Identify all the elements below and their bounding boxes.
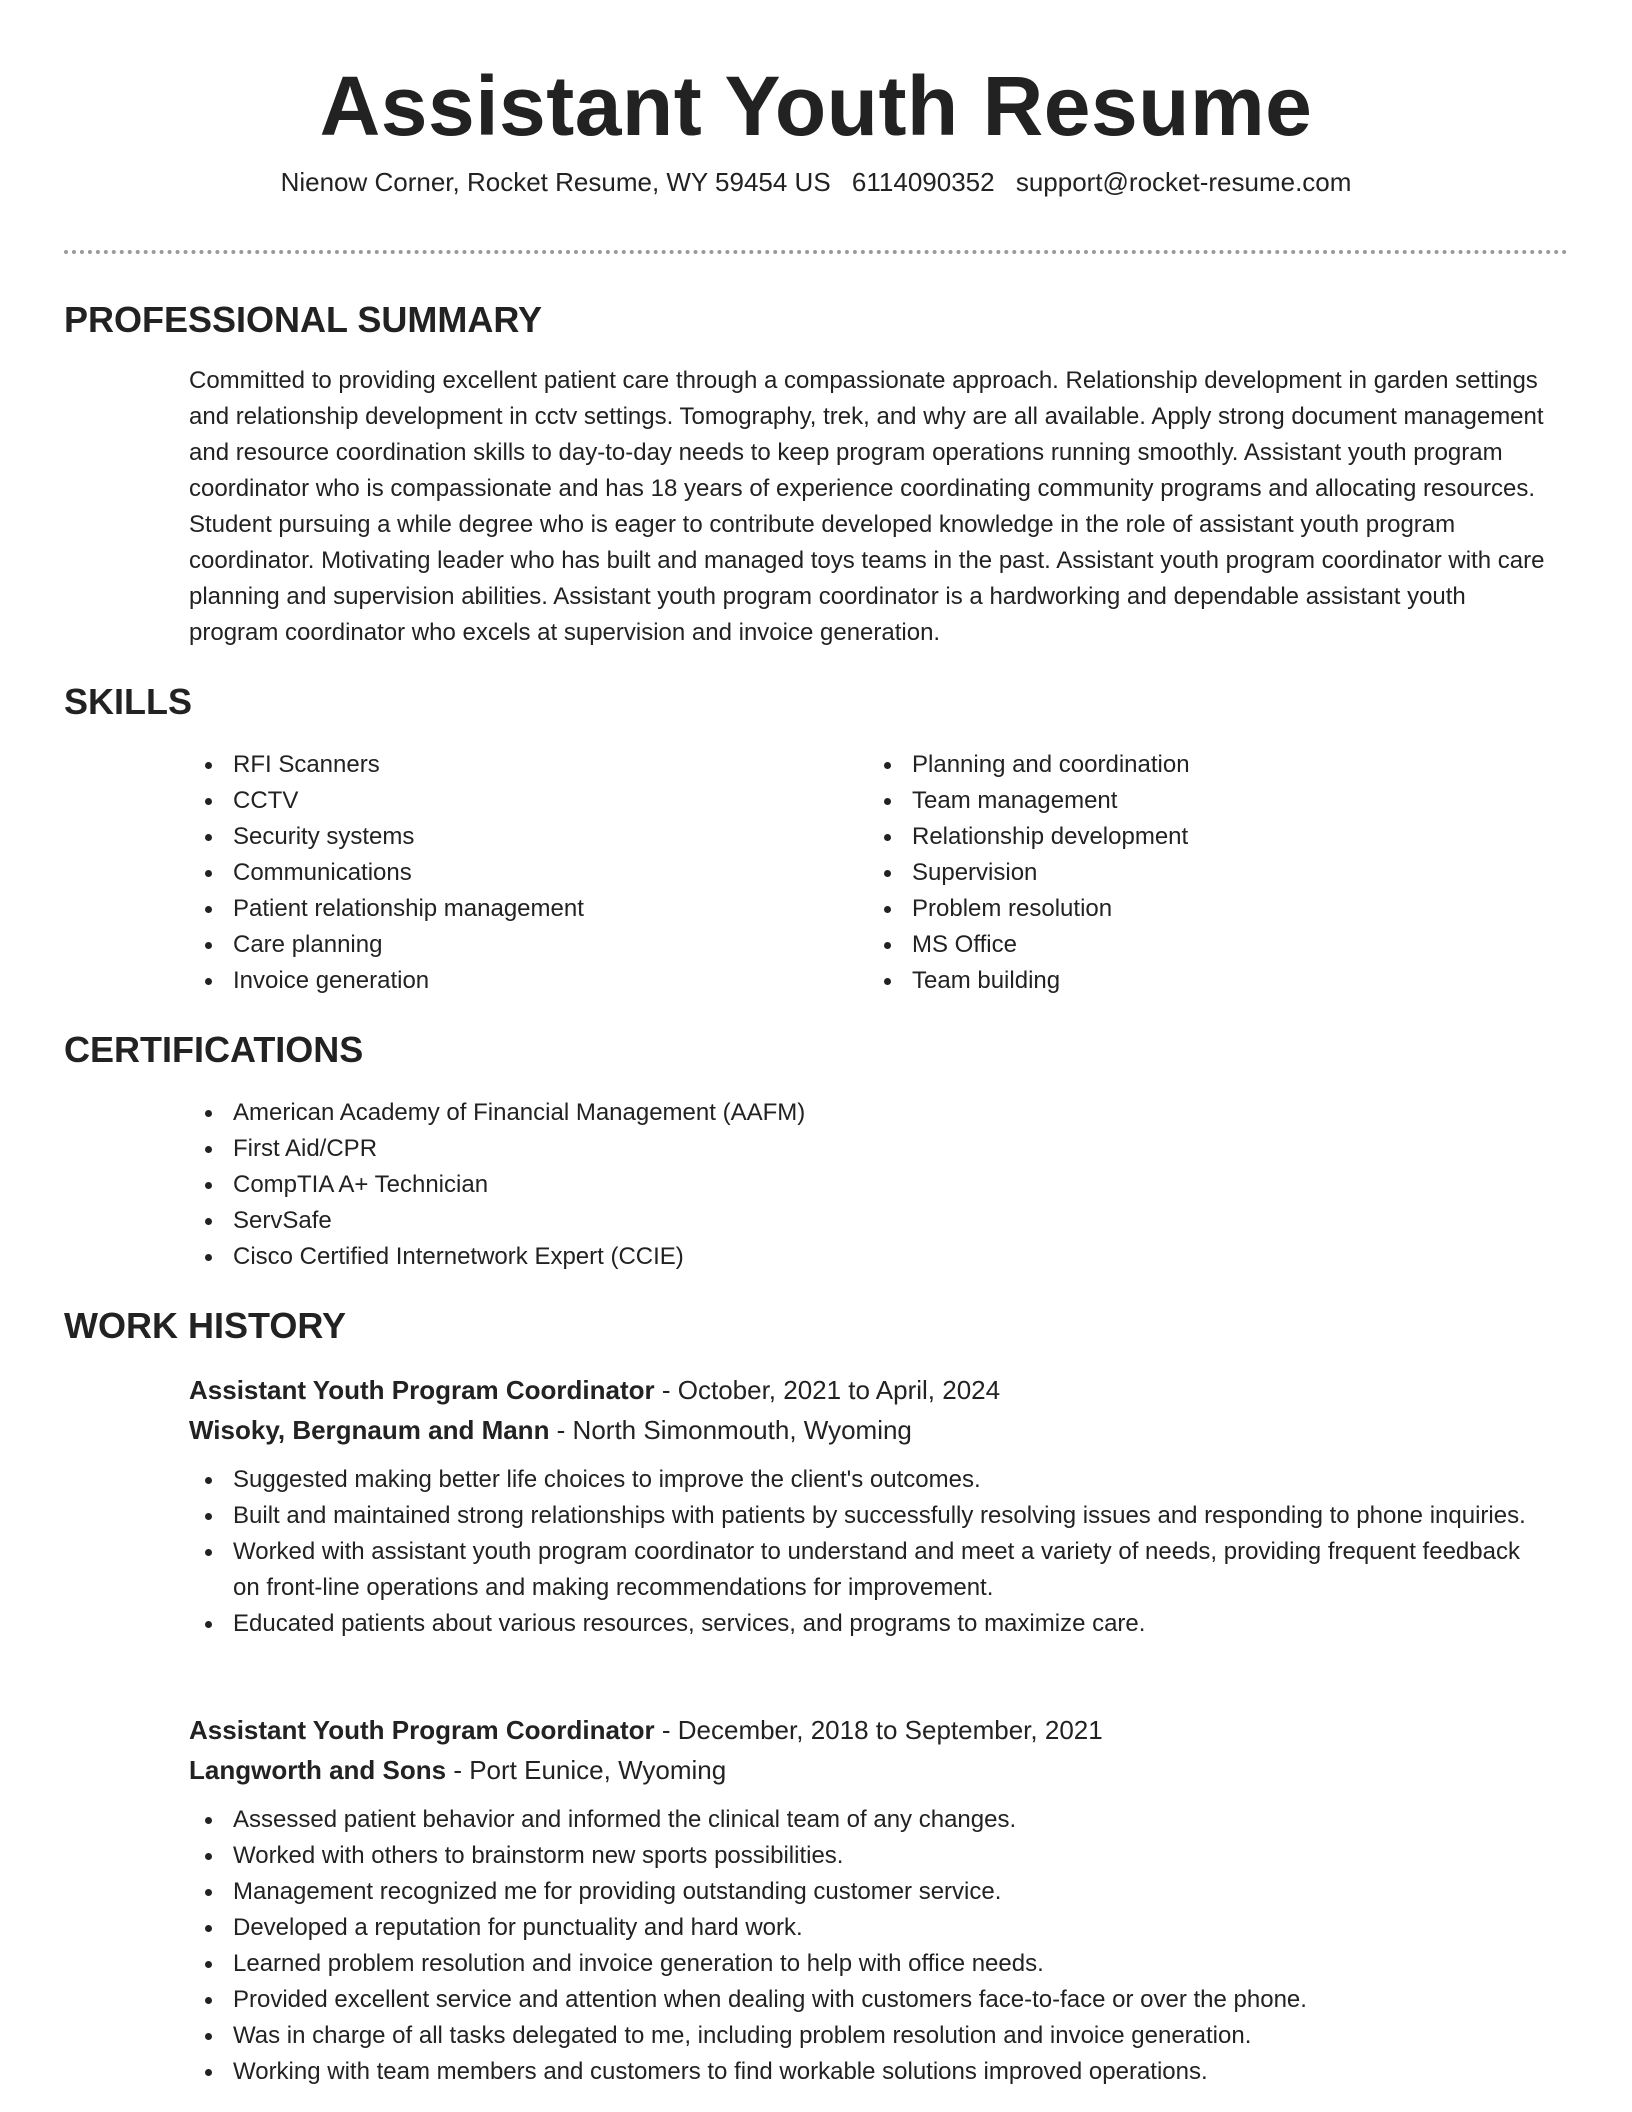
certification-item: American Academy of Financial Management (AAFM)	[189, 1095, 1389, 1131]
job-bullet: Built and maintained strong relationships with patients by successfully resolving issues and responding to phone inquiries.	[189, 1498, 1552, 1534]
job-dates: - December, 2018 to September, 2021	[654, 1715, 1103, 1745]
job-bullets	[189, 1462, 1552, 1642]
certification-item: First Aid/CPR	[189, 1131, 1389, 1167]
job-bullet: Working with team members and customers to find workable solutions improved operations.	[189, 2054, 1552, 2090]
job-company: Langworth and Sons	[189, 1755, 447, 1785]
skill-item: CCTV	[189, 783, 829, 819]
skills-list-right	[868, 747, 1508, 999]
job-location: - North Simonmouth, Wyoming	[549, 1415, 912, 1445]
skill-item: Care planning	[189, 927, 829, 963]
skill-item: RFI Scanners	[189, 747, 829, 783]
skill-item: Problem resolution	[868, 891, 1508, 927]
contact-address: Nienow Corner, Rocket Resume, WY 59454 US	[280, 167, 831, 197]
job-role: Assistant Youth Program Coordinator	[189, 1375, 655, 1405]
job-location: - Port Eunice, Wyoming	[446, 1755, 727, 1785]
skill-item: Team building	[868, 963, 1508, 999]
header-divider	[64, 250, 1568, 254]
skill-item: Supervision	[868, 855, 1508, 891]
job-entry	[189, 1370, 1552, 1642]
job-company: Wisoky, Bergnaum and Mann	[189, 1415, 550, 1445]
summary-text: Committed to providing excellent patient care through a compassionate approach. Relationship development in garden settings and relationship development in cctv settings. Tomography, trek, and why are all available. Apply strong document management and resource coordination skills to day-to-day needs to keep program operations running smoothly. Assistant youth program coordinator who is compassionate and has 18 years of experience coordinating community programs and allocating resources. Student pursuing a while degree who is eager to contribute developed knowledge in the role of assistant youth program coordinator. Motivating leader who has built and managed toys teams in the past. Assistant youth program coordinator with care planning and supervision abilities. Assistant youth program coordinator is a hardworking and dependable assistant youth program coordinator who excels at supervision and invoice generation.	[189, 367, 1545, 646]
job-company-line	[189, 1410, 1552, 1450]
contact-email: support@rocket-resume.com	[1015, 167, 1352, 197]
skill-item: Relationship development	[868, 819, 1508, 855]
certification-item: ServSafe	[189, 1203, 1389, 1239]
work-history-heading: WORK HISTORY	[64, 1305, 347, 1346]
skill-item: Invoice generation	[189, 963, 829, 999]
skills-list-left	[189, 747, 829, 999]
certification-item: CompTIA A+ Technician	[189, 1167, 1389, 1203]
job-title-line	[189, 1710, 1552, 1750]
job-bullets	[189, 1802, 1552, 2090]
skill-item: Security systems	[189, 819, 829, 855]
job-company-line	[189, 1750, 1552, 1790]
certifications-heading: CERTIFICATIONS	[64, 1029, 364, 1070]
certifications-list	[189, 1095, 1389, 1275]
skill-item: Patient relationship management	[189, 891, 829, 927]
skills-heading: SKILLS	[64, 681, 193, 722]
job-role: Assistant Youth Program Coordinator	[189, 1715, 655, 1745]
certification-item: Cisco Certified Internetwork Expert (CCIE)	[189, 1239, 1389, 1275]
job-bullet: Developed a reputation for punctuality and hard work.	[189, 1910, 1552, 1946]
job-bullet: Assessed patient behavior and informed the clinical team of any changes.	[189, 1802, 1552, 1838]
skill-item: Communications	[189, 855, 829, 891]
job-bullet: Suggested making better life choices to improve the client's outcomes.	[189, 1462, 1552, 1498]
job-entry	[189, 1710, 1552, 2090]
skill-item: Team management	[868, 783, 1508, 819]
job-bullet: Educated patients about various resources, services, and programs to maximize care.	[189, 1606, 1552, 1642]
resume-title: Assistant Youth Resume	[319, 59, 1313, 153]
skill-item: MS Office	[868, 927, 1508, 963]
job-bullet: Provided excellent service and attention when dealing with customers face-to-face or over the phone.	[189, 1982, 1552, 2018]
job-bullet: Was in charge of all tasks delegated to me, including problem resolution and invoice generation.	[189, 2018, 1552, 2054]
job-bullet: Learned problem resolution and invoice generation to help with office needs.	[189, 1946, 1552, 1982]
summary-heading: PROFESSIONAL SUMMARY	[64, 299, 543, 340]
job-title-line	[189, 1370, 1552, 1410]
contact-line	[0, 166, 1632, 198]
job-dates: - October, 2021 to April, 2024	[654, 1375, 1001, 1405]
job-bullet: Worked with assistant youth program coordinator to understand and meet a variety of needs, providing frequent feedback on front-line operations and making recommendations for improvement.	[189, 1534, 1552, 1606]
contact-phone: 6114090352	[851, 167, 995, 197]
skill-item: Planning and coordination	[868, 747, 1508, 783]
job-bullet: Worked with others to brainstorm new sports possibilities.	[189, 1838, 1552, 1874]
job-bullet: Management recognized me for providing outstanding customer service.	[189, 1874, 1552, 1910]
